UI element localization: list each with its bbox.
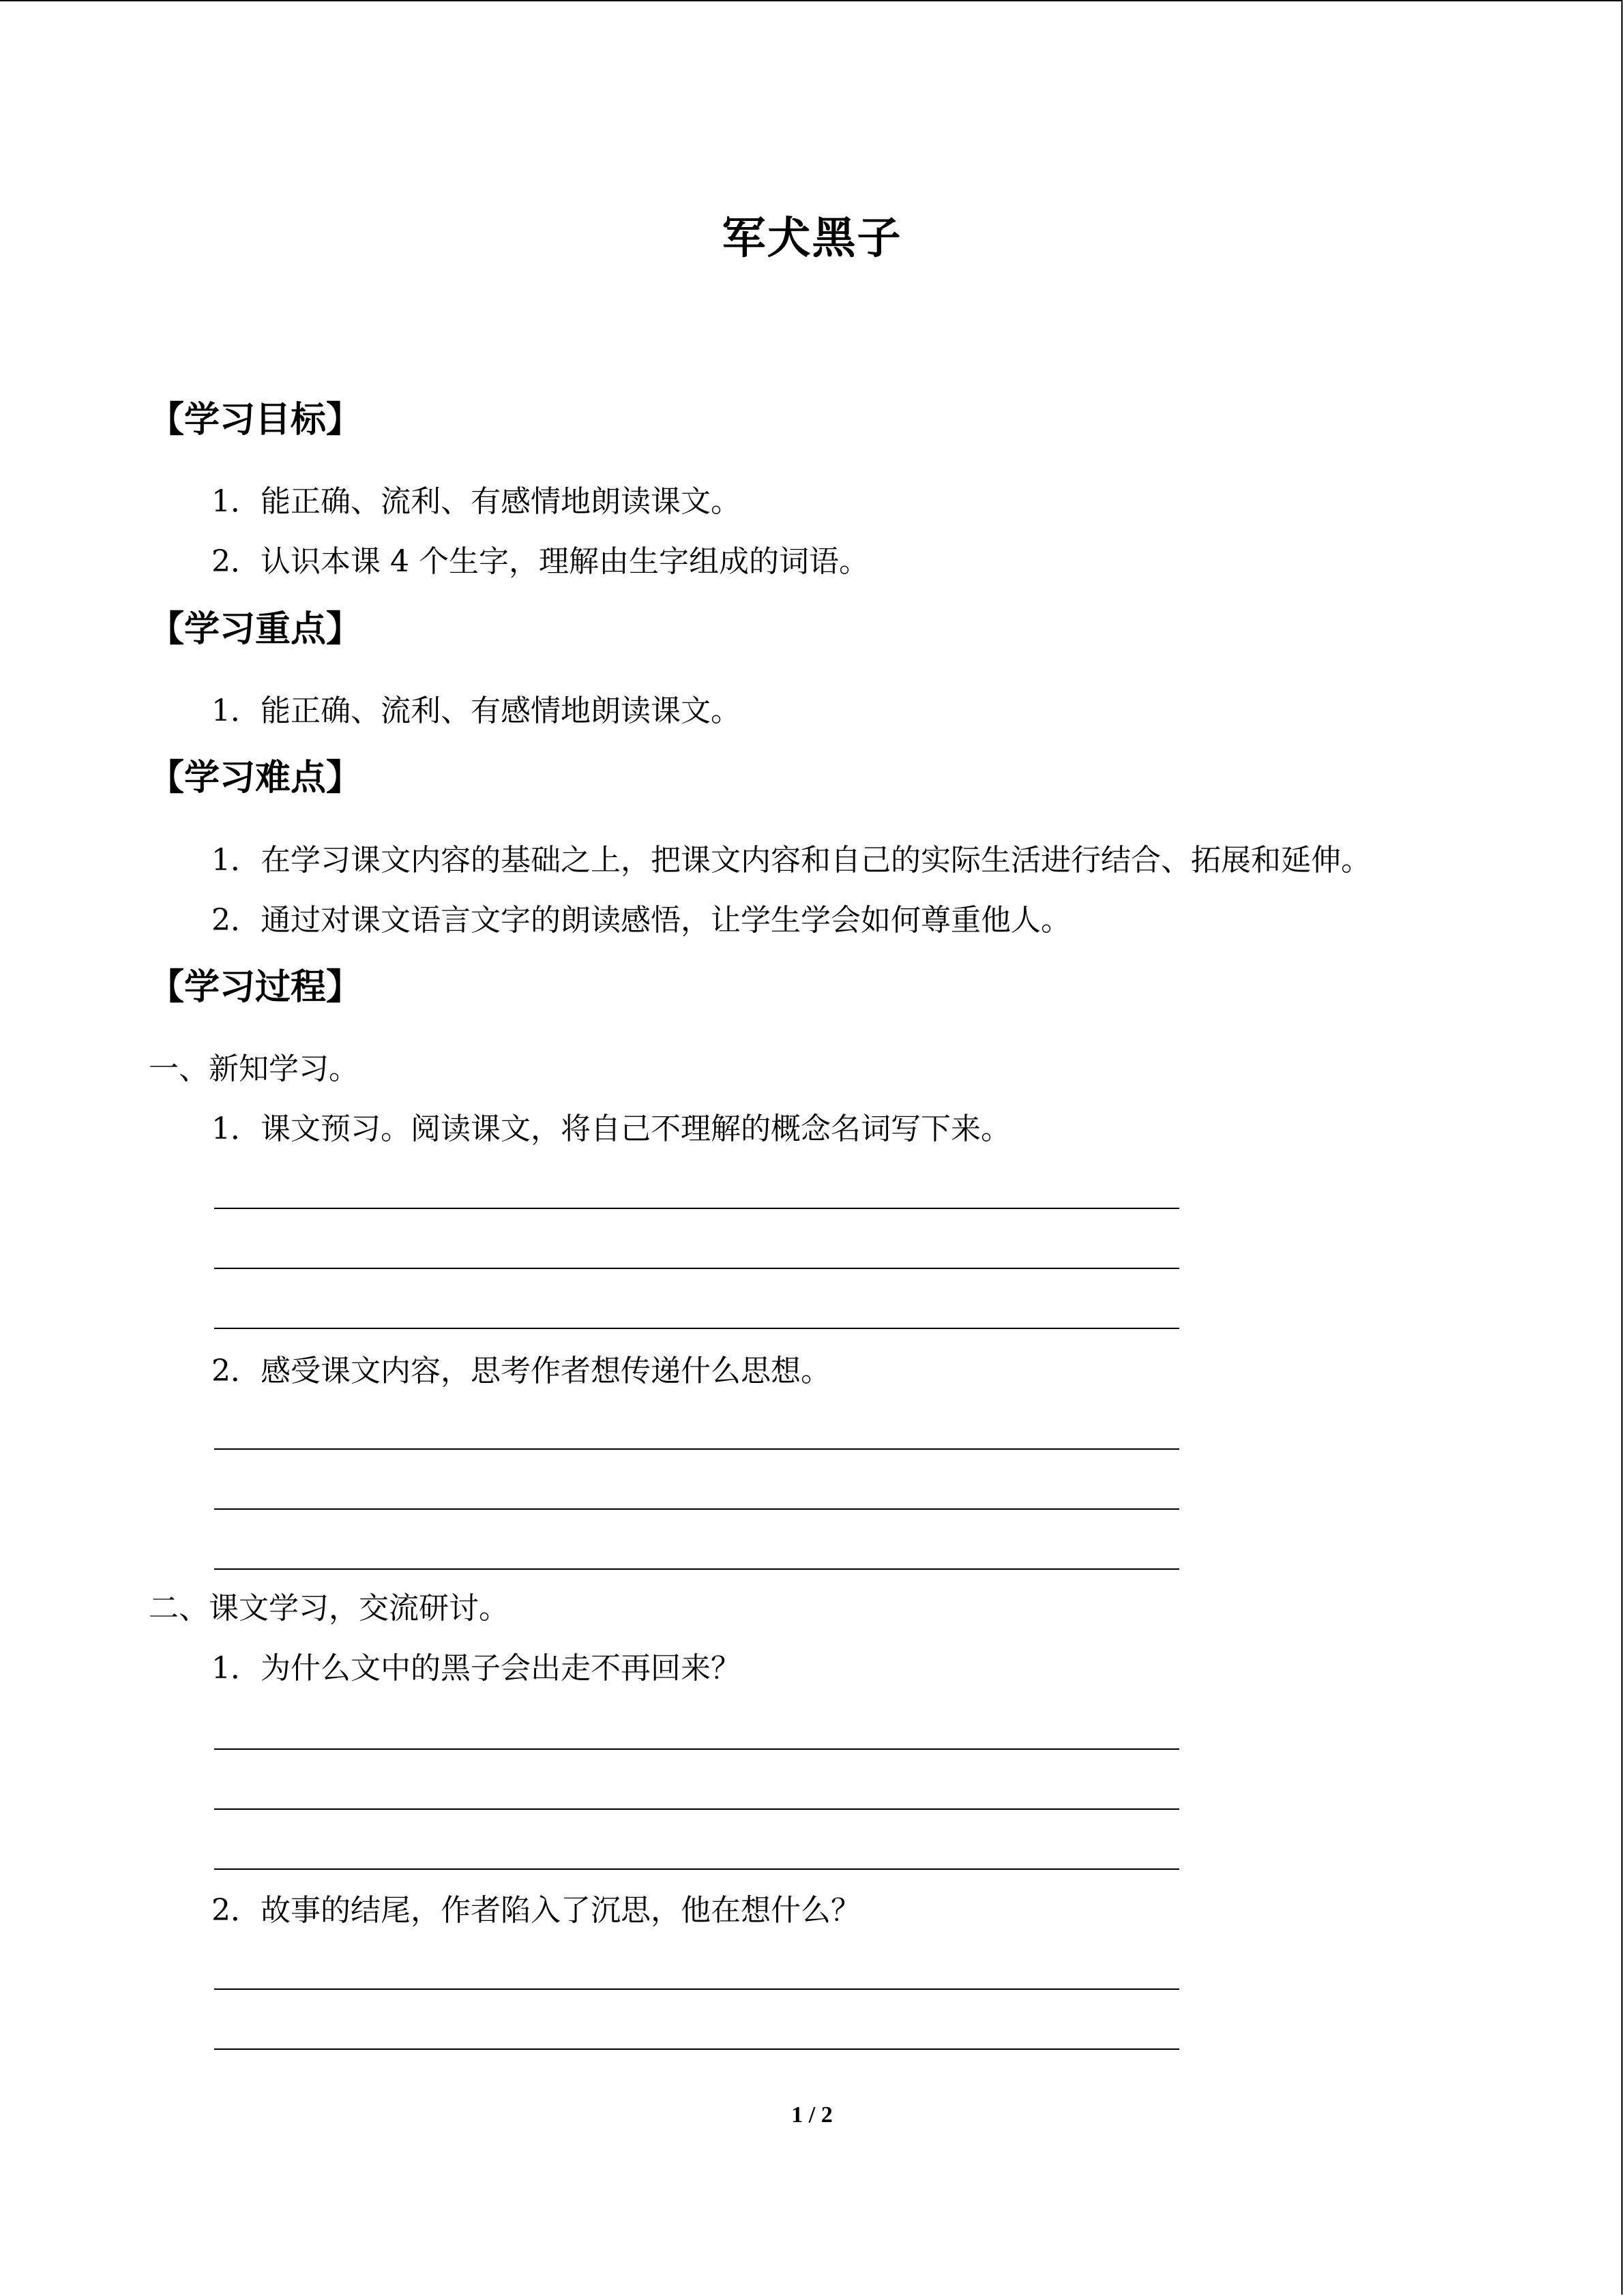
- answer-line[interactable]: [214, 1568, 1179, 1570]
- page-title: 军犬黑子: [722, 213, 902, 264]
- answer-line[interactable]: [214, 1208, 1179, 1209]
- heading-process: 【学习过程】: [149, 967, 362, 1008]
- answer-line[interactable]: [214, 1808, 1179, 1810]
- answer-line[interactable]: [214, 1448, 1179, 1450]
- objective-item-2: 2．认识本课 4 个生字，理解由生字组成的词语。: [211, 544, 869, 579]
- difficulty-item-2: 2．通过对课文语言文字的朗读感悟，让学生学会如何尊重他人。: [211, 903, 1071, 938]
- answer-line[interactable]: [214, 1268, 1179, 1269]
- answer-line[interactable]: [214, 1328, 1179, 1329]
- heading-key-points: 【学习重点】: [149, 609, 362, 650]
- section-1-question-1: 1．课文预习。阅读课文，将自己不理解的概念名词写下来。: [211, 1112, 1011, 1146]
- section-2-question-2: 2．故事的结尾，作者陷入了沉思，他在想什么？: [211, 1893, 861, 1928]
- key-point-item-1: 1．能正确、流利、有感情地朗读课文。: [211, 694, 741, 728]
- difficulty-item-1: 1．在学习课文内容的基础之上，把课文内容和自己的实际生活进行结合、拓展和延伸。: [211, 843, 1371, 878]
- section-2-question-1: 1．为什么文中的黑子会出走不再回来？: [211, 1651, 741, 1686]
- answer-line[interactable]: [214, 1508, 1179, 1510]
- heading-objectives: 【学习目标】: [149, 400, 362, 441]
- objective-item-1: 1．能正确、流利、有感情地朗读课文。: [211, 484, 741, 519]
- answer-line[interactable]: [214, 1988, 1179, 1990]
- section-2-title: 二、课文学习，交流研讨。: [149, 1591, 509, 1626]
- heading-difficulties: 【学习难点】: [149, 758, 362, 799]
- section-1-title: 一、新知学习。: [149, 1052, 359, 1086]
- answer-line[interactable]: [214, 1748, 1179, 1750]
- page-number: 1 / 2: [791, 2102, 833, 2128]
- section-1-question-2: 2．感受课文内容，思考作者想传递什么思想。: [211, 1354, 831, 1388]
- answer-line[interactable]: [214, 2048, 1179, 2050]
- answer-line[interactable]: [214, 1868, 1179, 1870]
